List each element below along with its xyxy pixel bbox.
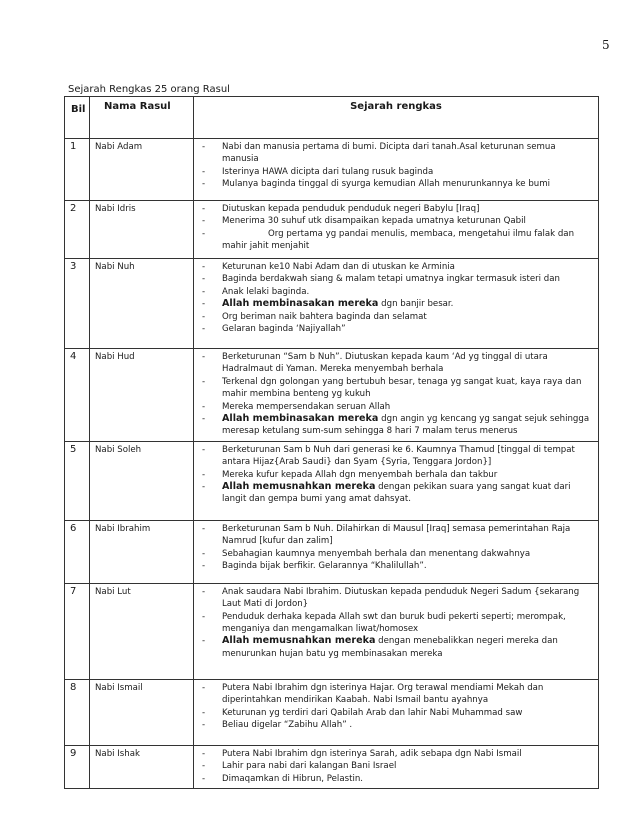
table-row: [65, 583, 599, 679]
emphasis-text: Allah membinasakan mereka: [222, 298, 379, 310]
nabi-name: Nabi Adam: [90, 139, 194, 201]
row-number: 3: [65, 259, 90, 349]
sejarah-item: - Isterinya HAWA dicipta dari tulang rusuk baginda: [199, 166, 593, 178]
sejarah-text: dgn angin yg kencang yg sangat sejuk sehingga meresap ketulang sum-sum sehingga 8 hari 7 malam terus menerus: [222, 414, 590, 437]
sejarah-cell: [194, 139, 599, 201]
sejarah-item: - Sebahagian kaumnya menyembah berhala dan menentang dakwahnya: [199, 548, 593, 560]
document-title: Sejarah Rengkas 25 orang Rasul: [68, 84, 230, 95]
row-number: 4: [65, 349, 90, 442]
row-number: 2: [65, 201, 90, 259]
row-number: 7: [65, 583, 90, 679]
sejarah-cell: [194, 201, 599, 259]
header-sejarah-rengkas: Sejarah rengkas: [194, 97, 599, 139]
sejarah-item: [199, 635, 593, 660]
sejarah-text: dengan pekikan suara yang sangat kuat dari langit dan gempa bumi yang amat dahsyat.: [222, 482, 571, 505]
sejarah-item: [199, 298, 593, 310]
nabi-name: Nabi Lut: [90, 583, 194, 679]
sejarah-item: - Anak saudara Nabi Ibrahim. Diutuskan kepada penduduk Negeri Sadum {sekarang Laut Mati di Jordon}: [199, 586, 593, 611]
sejarah-item: - Menerima 30 suhuf utk disampaikan kepada umatnya keturunan Qabil: [199, 215, 593, 227]
table-row: [65, 259, 599, 349]
row-number: 6: [65, 520, 90, 583]
row-number: 9: [65, 745, 90, 788]
nabi-name: Nabi Ibrahim: [90, 520, 194, 583]
sejarah-list: [199, 682, 593, 732]
table-row: [65, 139, 599, 201]
sejarah-item: - Nabi dan manusia pertama di bumi. Dicipta dari tanah.Asal keturunan semua manusia: [199, 141, 593, 166]
sejarah-cell: [194, 441, 599, 520]
rasul-table: [64, 96, 599, 789]
table-row: [65, 201, 599, 259]
sejarah-item: - Putera Nabi Ibrahim dgn isterinya Hajar. Org terawal mendiami Mekah dan diperintahkan mendirikan Kaabah. Nabi Ismail bantu ayahnya: [199, 682, 593, 707]
emphasis-text: Allah membinasakan mereka: [222, 413, 379, 425]
sejarah-item: - Berketurunan “Sam b Nuh”. Diutuskan kepada kaum ‘Ad yg tinggal di utara Hadralmaut di Yaman. Mereka menyembah berhala: [199, 351, 593, 376]
sejarah-text: Org pertama yg pandai menulis, membaca, mengetahui ilmu falak dan mahir jahit menjahit: [222, 228, 575, 252]
sejarah-cell: [194, 520, 599, 583]
table-row: [65, 520, 599, 583]
sejarah-item: - Diutuskan kepada penduduk penduduk negeri Babylu [Iraq]: [199, 203, 593, 215]
table-body: [65, 139, 599, 789]
sejarah-list: [199, 523, 593, 573]
sejarah-item: [199, 228, 593, 253]
sejarah-item: - Mereka kufur kepada Allah dgn menyembah berhala dan takbur: [199, 469, 593, 481]
page-number: 5: [602, 38, 610, 52]
sejarah-list: [199, 586, 593, 660]
sejarah-item: [199, 413, 593, 438]
sejarah-cell: [194, 349, 599, 442]
sejarah-item: - Org beriman naik bahtera baginda dan selamat: [199, 311, 593, 323]
sejarah-item: - Beliau digelar “Zabihu Allah” .: [199, 719, 593, 731]
sejarah-item: - Mereka mempersendakan seruan Allah: [199, 401, 593, 413]
row-number: 5: [65, 441, 90, 520]
table-row: [65, 745, 599, 788]
row-number: 8: [65, 679, 90, 745]
nabi-name: Nabi Idris: [90, 201, 194, 259]
header-nama-rasul: Nama Rasul: [90, 97, 194, 139]
nabi-name: Nabi Ismail: [90, 679, 194, 745]
sejarah-item: - Mulanya baginda tinggal di syurga kemudian Allah menurunkannya ke bumi: [199, 178, 593, 190]
sejarah-cell: [194, 583, 599, 679]
sejarah-item: - Berketurunan Sam b Nuh. Dilahirkan di Mausul [Iraq] semasa pemerintahan Raja Namrud [kufur dan zalim]: [199, 523, 593, 548]
sejarah-text: dgn banjir besar.: [378, 299, 454, 310]
nabi-name: Nabi Soleh: [90, 441, 194, 520]
sejarah-item: - Gelaran baginda ‘Najiyallah”: [199, 323, 593, 335]
nabi-name: Nabi Ishak: [90, 745, 194, 788]
table-row: [65, 349, 599, 442]
emphasis-text: Allah memusnahkan mereka: [222, 635, 376, 647]
table-row: [65, 679, 599, 745]
sejarah-item: [199, 481, 593, 506]
sejarah-item: - Lahir para nabi dari kalangan Bani Israel: [199, 760, 593, 772]
row-number: 1: [65, 139, 90, 201]
emphasis-text: Allah memusnahkan mereka: [222, 481, 376, 493]
sejarah-cell: [194, 745, 599, 788]
sejarah-list: [199, 444, 593, 506]
nabi-name: Nabi Hud: [90, 349, 194, 442]
table-row: [65, 441, 599, 520]
sejarah-item: - Putera Nabi Ibrahim dgn isterinya Sarah, adik sebapa dgn Nabi Ismail: [199, 748, 593, 760]
nabi-name: Nabi Nuh: [90, 259, 194, 349]
sejarah-item: - Keturunan ke10 Nabi Adam dan di utuskan ke Arminia: [199, 261, 593, 273]
table-header-row: [65, 97, 599, 139]
sejarah-list: [199, 261, 593, 335]
sejarah-list: [199, 141, 593, 191]
sejarah-item: - Penduduk derhaka kepada Allah swt dan buruk budi pekerti seperti; merompak, menganiya dan mengamalkan liwat/homosex: [199, 611, 593, 636]
sejarah-list: [199, 203, 593, 253]
sejarah-list: [199, 748, 593, 785]
sejarah-item: - Anak lelaki baginda.: [199, 286, 593, 298]
sejarah-cell: [194, 259, 599, 349]
sejarah-cell: [194, 679, 599, 745]
sejarah-text: dengan menebalikkan negeri mereka dan menurunkan hujan batu yg membinasakan mereka: [222, 636, 558, 659]
sejarah-item: - Terkenal dgn golongan yang bertubuh besar, tenaga yg sangat kuat, kaya raya dan mahir membina benteng yg kukuh: [199, 376, 593, 401]
sejarah-item: - Keturunan yg terdiri dari Qabilah Arab dan lahir Nabi Muhammad saw: [199, 707, 593, 719]
sejarah-item: - Baginda berdakwah siang & malam tetapi umatnya ingkar termasuk isteri dan: [199, 273, 593, 285]
sejarah-item: - Baginda bijak berfikir. Gelarannya “Khalilullah”.: [199, 560, 593, 572]
sejarah-item: - Berketurunan Sam b Nuh dari generasi ke 6. Kaumnya Thamud [tinggal di tempat antara Hijaz{Arab Saudi} dan Syam {Syria, Tenggara Jordon}]: [199, 444, 593, 469]
sejarah-list: [199, 351, 593, 438]
sejarah-item: - Dimaqamkan di Hibrun, Pelastin.: [199, 773, 593, 785]
header-bil: Bil: [65, 97, 90, 139]
